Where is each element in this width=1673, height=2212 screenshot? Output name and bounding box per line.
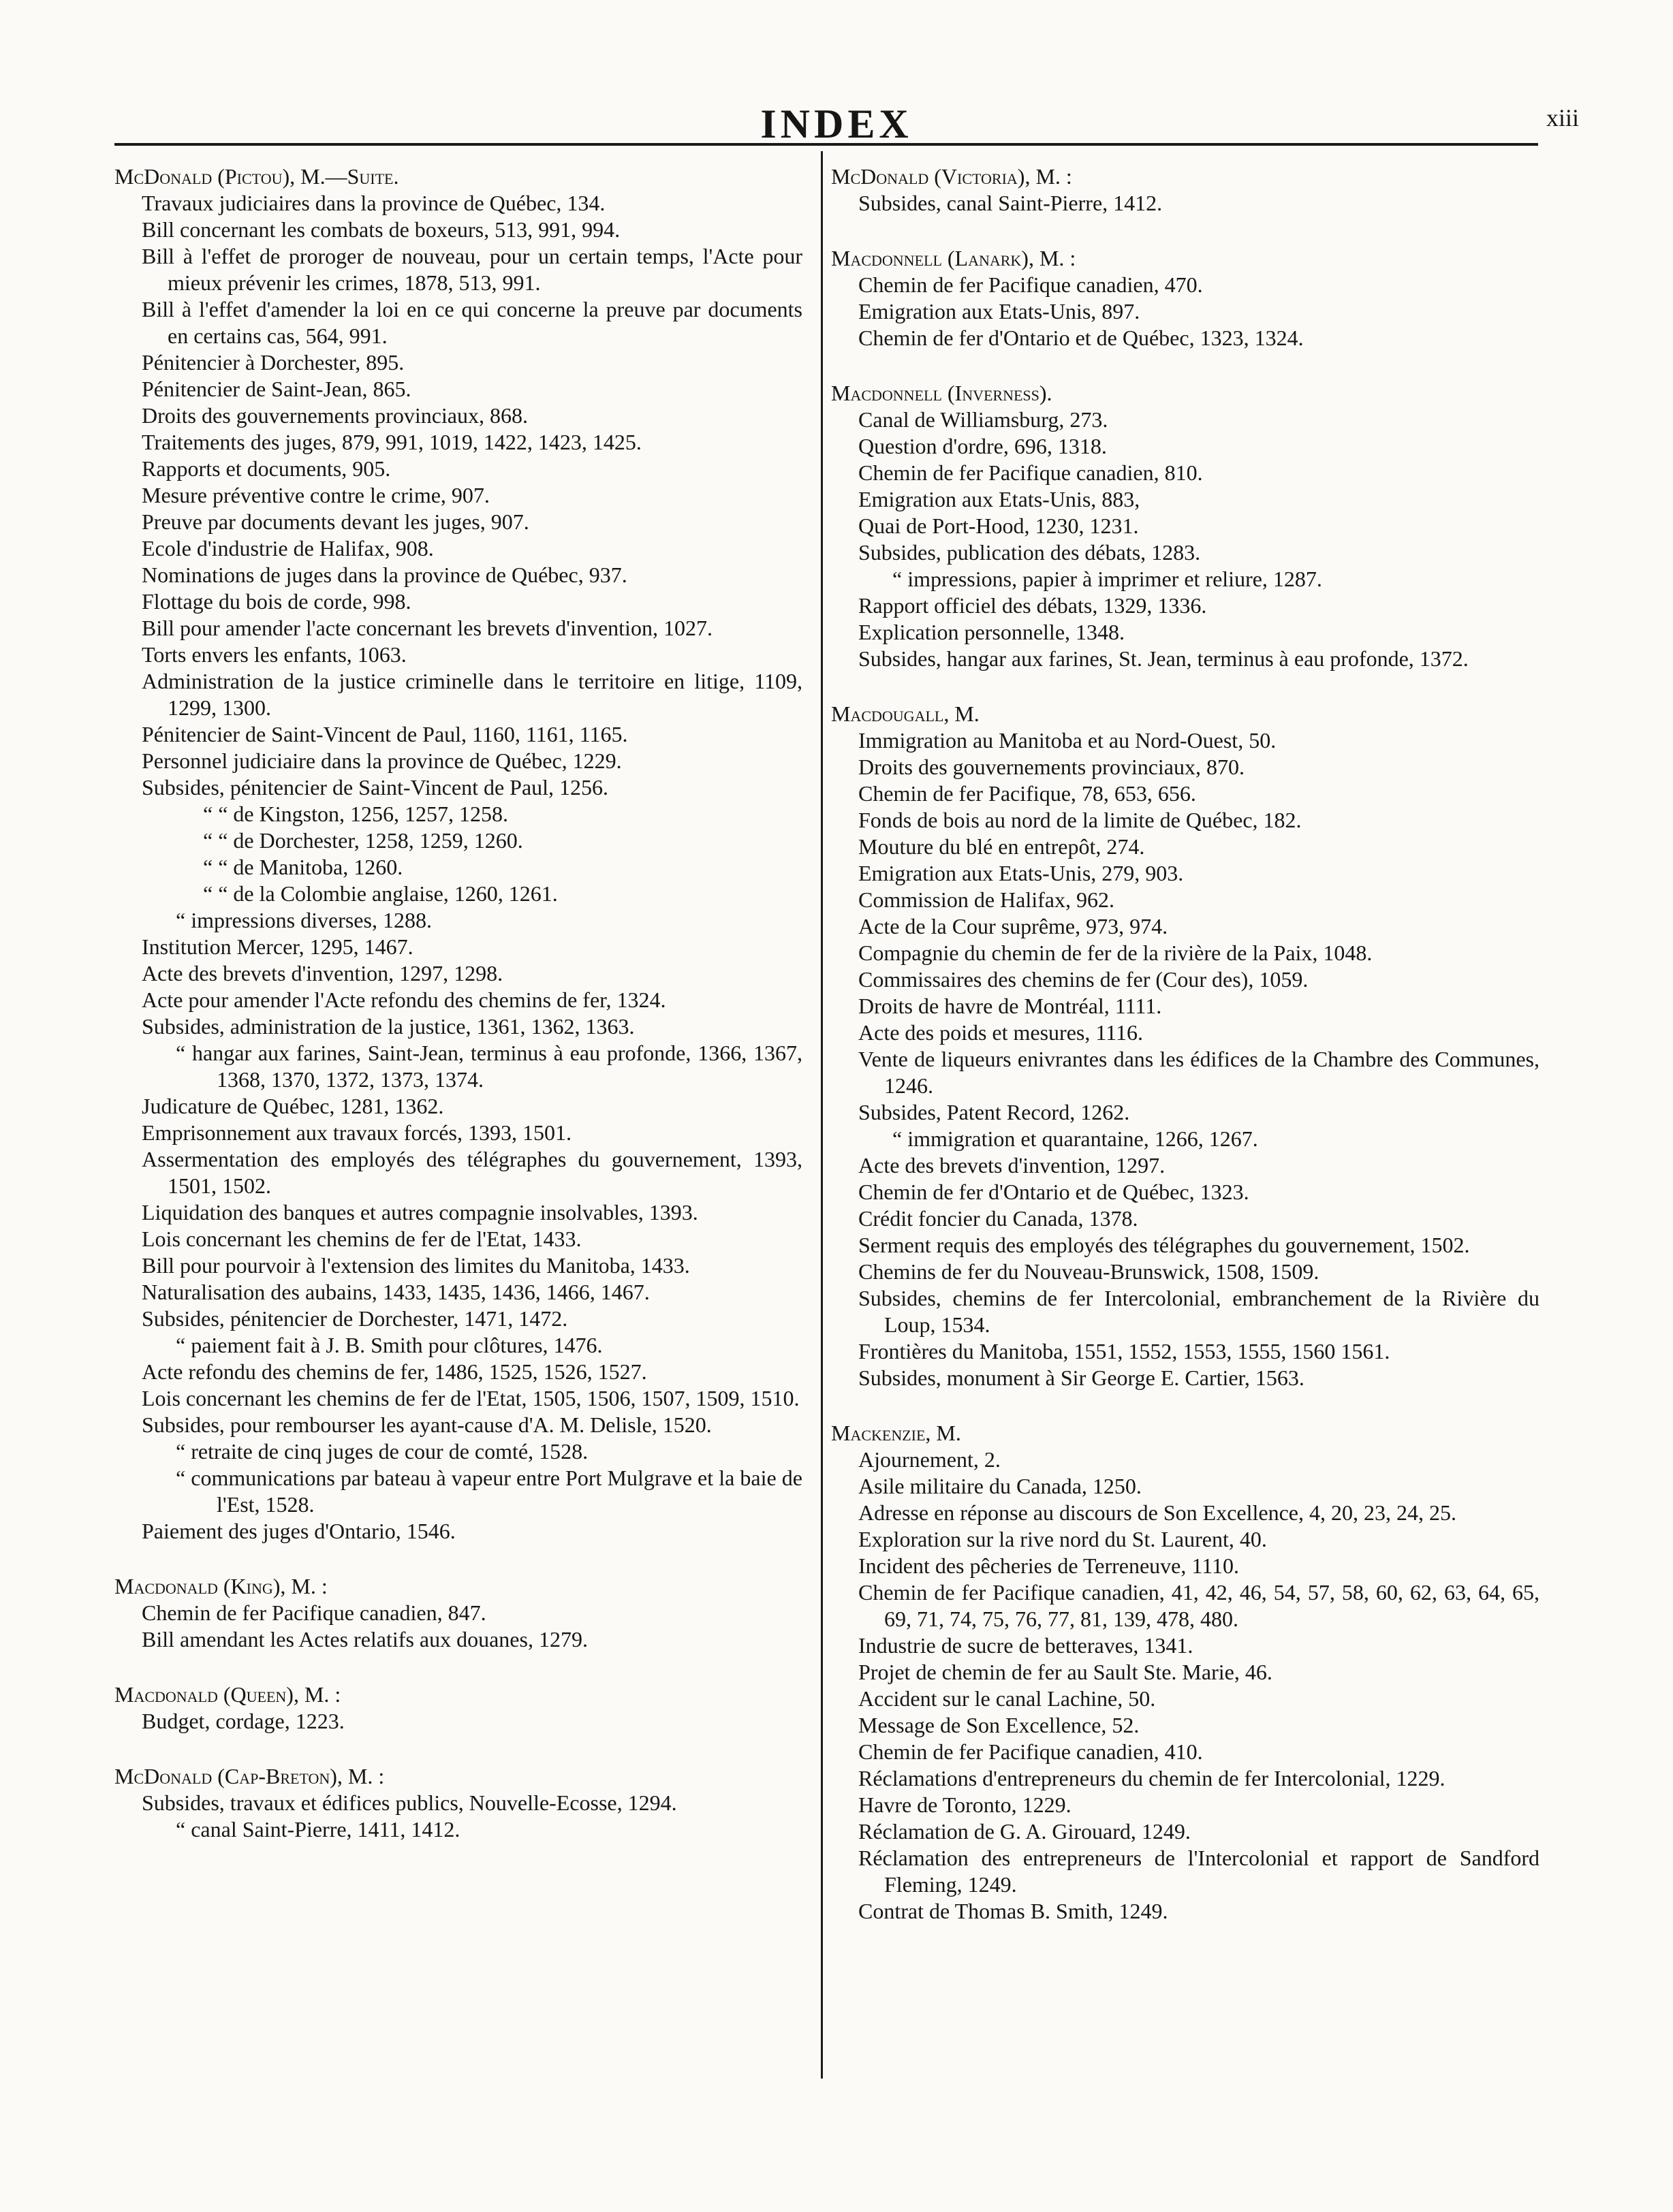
right-column — [831, 163, 1539, 1953]
index-entry: Accident sur le canal Lachine, 50. — [858, 1686, 1156, 1711]
index-entry: Chemins de fer du Nouveau-Brunswick, 1508, 1509. — [858, 1259, 1319, 1284]
index-entry: Subsides, Patent Record, 1262. — [858, 1100, 1130, 1124]
index-entry: Chemin de fer Pacifique canadien, 470. — [858, 272, 1203, 297]
index-section — [114, 1573, 802, 1653]
index-entry: Acte de la Cour suprême, 973, 974. — [858, 914, 1168, 938]
section-heading: McDonald (Pictou), M.—Suite. — [114, 164, 399, 189]
left-column — [114, 163, 802, 1871]
index-entry: Lois concernant les chemins de fer de l'Etat, 1433. — [142, 1227, 582, 1251]
page-number: xiii — [1546, 104, 1579, 131]
index-entry: Frontières du Manitoba, 1551, 1552, 1553, 1555, 1560 1561. — [858, 1339, 1390, 1363]
index-entry: Droits des gouvernements provinciaux, 868. — [142, 403, 528, 428]
section-heading: McDonald (Cap-Breton), M. : — [114, 1764, 385, 1788]
index-section — [114, 1763, 802, 1843]
index-entry: Ajournement, 2. — [858, 1447, 1001, 1472]
index-entry: Assermentation des employés des télégraphes du gouvernement, 1393, 1501, 1502. — [142, 1147, 802, 1198]
index-entry: Emprisonnement aux travaux forcés, 1393, 1501. — [142, 1120, 572, 1145]
index-entry: Subsides, administration de la justice, 1361, 1362, 1363. — [142, 1014, 635, 1039]
index-entry: “ immigration et quarantaine, 1266, 1267. — [892, 1126, 1258, 1151]
index-entry: “ canal Saint-Pierre, 1411, 1412. — [176, 1817, 460, 1842]
index-entry: Chemin de fer Pacifique, 78, 653, 656. — [858, 781, 1196, 806]
index-entry: Réclamation de G. A. Girouard, 1249. — [858, 1819, 1191, 1844]
section-heading: Macdonald (King), M. : — [114, 1574, 328, 1598]
index-section — [831, 380, 1539, 672]
header-rule — [114, 143, 1538, 146]
index-entry: Pénitencier de Saint-Vincent de Paul, 1160, 1161, 1165. — [142, 722, 628, 746]
index-entry: Budget, cordage, 1223. — [142, 1709, 345, 1733]
index-entry: Traitements des juges, 879, 991, 1019, 1422, 1423, 1425. — [142, 430, 642, 454]
index-entry: Industrie de sucre de betteraves, 1341. — [858, 1633, 1193, 1658]
index-entry: Bill pour amender l'acte concernant les brevets d'invention, 1027. — [142, 616, 713, 640]
index-entry: Rapports et documents, 905. — [142, 456, 391, 481]
column-divider — [821, 151, 823, 2079]
index-entry: Rapport officiel des débats, 1329, 1336. — [858, 593, 1207, 618]
index-entry: “ impressions, papier à imprimer et reliure, 1287. — [892, 567, 1322, 591]
index-entry: Torts envers les enfants, 1063. — [142, 642, 407, 667]
index-section — [114, 1681, 802, 1735]
index-entry: Personnel judiciaire dans la province de Québec, 1229. — [142, 748, 622, 773]
index-entry: Fonds de bois au nord de la limite de Québec, 182. — [858, 808, 1302, 832]
index-entry: Asile militaire du Canada, 1250. — [858, 1474, 1142, 1498]
index-entry: Commission de Halifax, 962. — [858, 887, 1114, 912]
section-heading: Mackenzie, M. — [831, 1421, 961, 1445]
section-heading: Macdonnell (Inverness). — [831, 381, 1052, 405]
index-entry: Chemin de fer Pacifique canadien, 410. — [858, 1739, 1203, 1764]
index-entry: Chemin de fer d'Ontario et de Québec, 1323, 1324. — [858, 326, 1304, 350]
index-section — [831, 701, 1539, 1391]
index-section — [831, 1420, 1539, 1925]
index-entry: Immigration au Manitoba et au Nord-Ouest, 50. — [858, 728, 1277, 753]
section-heading: Macdonnell (Lanark), M. : — [831, 246, 1076, 270]
index-entry: Chemin de fer Pacifique canadien, 810. — [858, 460, 1203, 485]
index-entry: Droits de havre de Montréal, 1111. — [858, 994, 1162, 1018]
index-entry: Bill à l'effet de proroger de nouveau, pour un certain temps, l'Acte pour mieux prévenir les crimes, 1878, 513, 991. — [142, 244, 802, 295]
index-section — [831, 163, 1539, 217]
index-entry: Emigration aux Etats-Unis, 279, 903. — [858, 861, 1184, 885]
index-entry: Havre de Toronto, 1229. — [858, 1792, 1072, 1817]
index-entry: Compagnie du chemin de fer de la rivière de la Paix, 1048. — [858, 941, 1373, 965]
index-entry: Subsides, pour rembourser les ayant-cause d'A. M. Delisle, 1520. — [142, 1412, 712, 1437]
index-entry: Question d'ordre, 696, 1318. — [858, 434, 1107, 458]
index-entry: “ communications par bateau à vapeur entre Port Mulgrave et la baie de l'Est, 1528. — [176, 1466, 802, 1517]
index-entry: Canal de Williamsburg, 273. — [858, 407, 1108, 432]
index-entry: Vente de liqueurs enivrantes dans les édifices de la Chambre des Communes, 1246. — [858, 1047, 1539, 1098]
index-entry: Acte des brevets d'invention, 1297, 1298. — [142, 961, 503, 985]
index-entry: “ paiement fait à J. B. Smith pour clôtures, 1476. — [176, 1333, 603, 1357]
index-entry: Bill concernant les combats de boxeurs, 513, 991, 994. — [142, 217, 621, 242]
index-section — [114, 163, 802, 1545]
index-entry: Subsides, chemins de fer Intercolonial, embranchement de la Rivière du Loup, 1534. — [858, 1286, 1539, 1337]
index-entry: Pénitencier de Saint-Jean, 865. — [142, 377, 411, 401]
index-entry: Acte refondu des chemins de fer, 1486, 1525, 1526, 1527. — [142, 1359, 647, 1384]
page-title: INDEX — [760, 101, 913, 146]
index-entry: Subsides, monument à Sir George E. Cartier, 1563. — [858, 1365, 1304, 1390]
index-entry: Bill amendant les Actes relatifs aux douanes, 1279. — [142, 1627, 588, 1652]
section-heading: Macdonald (Queen), M. : — [114, 1682, 341, 1707]
index-entry: Preuve par documents devant les juges, 907. — [142, 509, 529, 534]
index-entry: Chemin de fer Pacifique canadien, 847. — [142, 1600, 486, 1625]
index-entry: Crédit foncier du Canada, 1378. — [858, 1206, 1138, 1231]
section-heading: McDonald (Victoria), M. : — [831, 164, 1072, 189]
index-entry: Subsides, pénitencier de Saint-Vincent de Paul, 1256. — [142, 775, 609, 800]
index-entry: Exploration sur la rive nord du St. Laurent, 40. — [858, 1527, 1267, 1551]
index-entry: Serment requis des employés des télégraphes du gouvernement, 1502. — [858, 1233, 1470, 1257]
index-entry: Acte des brevets d'invention, 1297. — [858, 1153, 1166, 1178]
index-entry: Pénitencier à Dorchester, 895. — [142, 350, 405, 375]
index-entry: Subsides, hangar aux farines, St. Jean, terminus à eau profonde, 1372. — [858, 646, 1469, 671]
index-entry: Acte pour amender l'Acte refondu des chemins de fer, 1324. — [142, 988, 666, 1012]
index-entry: Ecole d'industrie de Halifax, 908. — [142, 536, 434, 560]
index-entry: Subsides, canal Saint-Pierre, 1412. — [858, 191, 1163, 215]
index-entry: Réclamation des entrepreneurs de l'Intercolonial et rapport de Sandford Fleming, 1249. — [858, 1846, 1539, 1897]
index-entry: Liquidation des banques et autres compagnie insolvables, 1393. — [142, 1200, 698, 1224]
index-entry: “ “ de Manitoba, 1260. — [203, 855, 403, 879]
index-entry: Bill pour pourvoir à l'extension des limites du Manitoba, 1433. — [142, 1253, 690, 1278]
index-section — [831, 245, 1539, 351]
index-entry: Nominations de juges dans la province de Québec, 937. — [142, 563, 627, 587]
index-entry: Subsides, publication des débats, 1283. — [858, 540, 1201, 565]
index-entry: Message de Son Excellence, 52. — [858, 1713, 1140, 1737]
index-entry: Emigration aux Etats-Unis, 897. — [858, 299, 1140, 323]
index-entry: Bill à l'effet d'amender la loi en ce qui concerne la preuve par documents en certains cas, 564, 991. — [142, 297, 802, 348]
index-entry: “ “ de Kingston, 1256, 1257, 1258. — [203, 802, 508, 826]
index-entry: Explication personnelle, 1348. — [858, 620, 1125, 644]
index-entry: Contrat de Thomas B. Smith, 1249. — [858, 1899, 1168, 1923]
index-entry: Droits des gouvernements provinciaux, 870. — [858, 755, 1245, 779]
index-entry: Projet de chemin de fer au Sault Ste. Marie, 46. — [858, 1660, 1272, 1684]
index-entry: Flottage du bois de corde, 998. — [142, 589, 411, 614]
index-entry: Travaux judiciaires dans la province de Québec, 134. — [142, 191, 606, 215]
index-entry: Chemin de fer Pacifique canadien, 41, 42, 46, 54, 57, 58, 60, 62, 63, 64, 65, 69, 71, 74, 75, 76, 77, 81, 139, 478, 480. — [858, 1580, 1539, 1631]
index-entry: Paiement des juges d'Ontario, 1546. — [142, 1519, 456, 1543]
index-entry: Judicature de Québec, 1281, 1362. — [142, 1094, 444, 1118]
index-entry: Lois concernant les chemins de fer de l'Etat, 1505, 1506, 1507, 1509, 1510. — [142, 1386, 800, 1410]
index-entry: Commissaires des chemins de fer (Cour des), 1059. — [858, 967, 1309, 992]
index-entry: Chemin de fer d'Ontario et de Québec, 1323. — [858, 1180, 1249, 1204]
index-entry: Emigration aux Etats-Unis, 883, — [858, 487, 1140, 511]
index-entry: Acte des poids et mesures, 1116. — [858, 1020, 1143, 1045]
index-entry: Subsides, pénitencier de Dorchester, 1471, 1472. — [142, 1306, 568, 1331]
index-entry: “ impressions diverses, 1288. — [176, 908, 432, 932]
section-heading: Macdougall, M. — [831, 701, 980, 726]
index-entry: Naturalisation des aubains, 1433, 1435, 1436, 1466, 1467. — [142, 1280, 650, 1304]
index-entry: “ hangar aux farines, Saint-Jean, terminus à eau profonde, 1366, 1367, 1368, 1370, 1372, 1373, 1374. — [176, 1041, 802, 1092]
index-entry: Mesure préventive contre le crime, 907. — [142, 483, 490, 507]
index-entry: “ “ de Dorchester, 1258, 1259, 1260. — [203, 828, 523, 853]
index-entry: Administration de la justice criminelle dans le territoire en litige, 1109, 1299, 1300. — [142, 669, 802, 720]
index-entry: Mouture du blé en entrepôt, 274. — [858, 834, 1145, 859]
index-entry: Adresse en réponse au discours de Son Excellence, 4, 20, 23, 24, 25. — [858, 1500, 1456, 1525]
index-entry: “ “ de la Colombie anglaise, 1260, 1261. — [203, 881, 558, 906]
index-entry: Subsides, travaux et édifices publics, Nouvelle-Ecosse, 1294. — [142, 1790, 677, 1815]
index-entry: Incident des pêcheries de Terreneuve, 1110. — [858, 1553, 1239, 1578]
index-entry: Institution Mercer, 1295, 1467. — [142, 934, 413, 959]
index-entry: Réclamations d'entrepreneurs du chemin de fer Intercolonial, 1229. — [858, 1766, 1445, 1790]
index-entry: “ retraite de cinq juges de cour de comté, 1528. — [176, 1439, 589, 1464]
index-entry: Quai de Port-Hood, 1230, 1231. — [858, 514, 1139, 538]
